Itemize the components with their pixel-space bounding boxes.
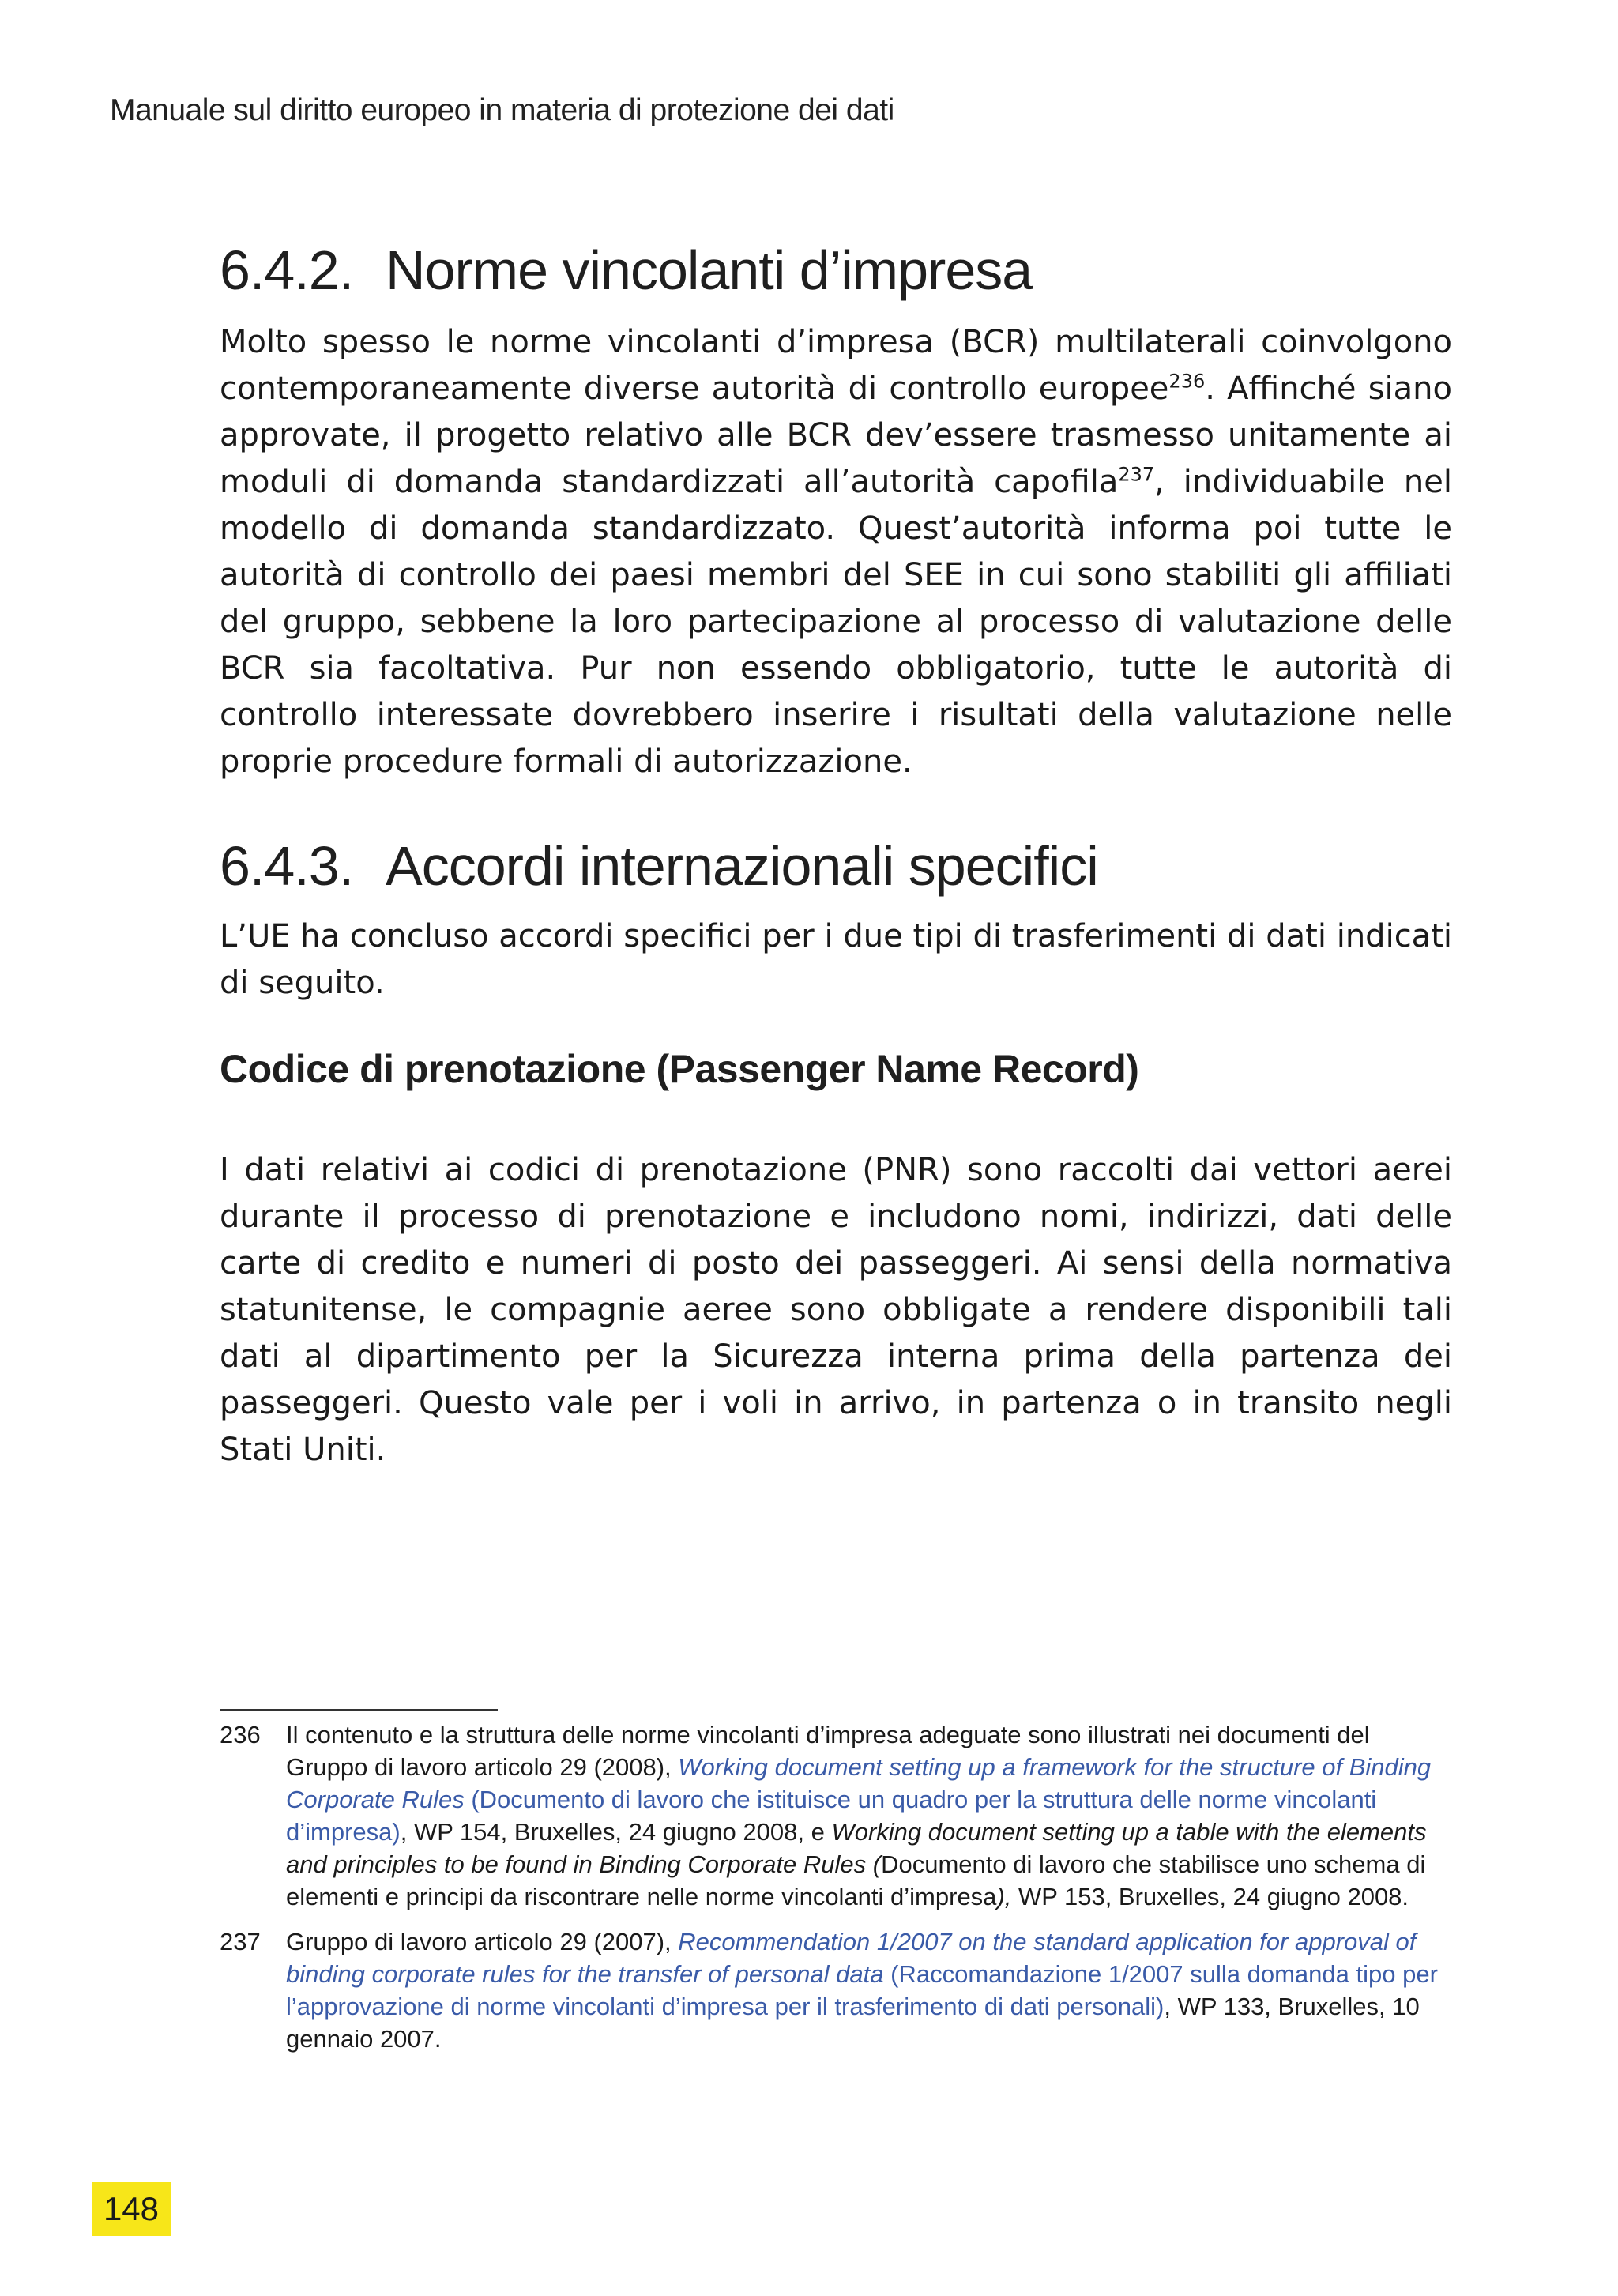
footnote-plain: , WP 133, Bruxelles, 10 gennaio 2007. [286,1993,1420,2053]
footnote-236 [220,1718,1452,1913]
footnote-plain: WP 153, Bruxelles, 24 giugno 2008. [1018,1883,1409,1910]
section-number: 6.4.2. [220,239,354,301]
section-title: Accordi internazionali specifici [386,835,1098,897]
pnr-paragraph: I dati relativi ai codici di prenotazione (PNR) sono raccolti dai vettori aerei durante il processo di prenotazione e includono nomi, indirizzi, dati delle carte di credito e numeri di posto dei passeggeri. Ai sensi della normativa statunitense, le compagnie aeree sono obbligate a rendere disponibili tali dati al dipartimento per la Sicurezza interna prima della partenza dei passeggeri. Questo vale per i voli in arrivo, in partenza o in transito negli Stati Uniti. [220,1152,1452,1468]
section-number: 6.4.3. [220,835,354,897]
footnote-italic-title: Working document setting up a table with the elements and principles to be found in Binding Corporate Rules ( [286,1818,1427,1878]
pnr-heading: Codice di prenotazione (Passenger Name Record) [220,1047,1139,1091]
footnote-plain: , WP 154, Bruxelles, 24 giugno 2008, e [400,1818,832,1846]
footnote-plain: Documento di lavoro che stabilisce uno schema di elementi e principi da riscontrare nelle norme vincolanti d’impresa [286,1850,1426,1910]
section-title: Norme vincolanti d’impresa [386,239,1033,301]
section-heading-6-4-2 [220,237,1452,303]
footnote-number: 236 [220,1721,261,1748]
footnote-link-translation[interactable]: (Raccomandazione 1/2007 sulla domanda tipo per l’approvazione di norme vincolanti d’impresa per il trasferimento di dati personali) [286,1960,1438,2020]
paragraph-text: Molto spesso le norme vincolanti d’impresa (BCR) multilaterali coinvolgono contemporaneamente diverse autorità di controllo europee [220,324,1452,407]
footnote-link-title[interactable]: Recommendation 1/2007 on the standard application for approval of binding corporate rules for the transfer of personal data [286,1928,1417,1988]
footnote-ref-237[interactable]: 237 [1118,463,1155,486]
footnote-divider [220,1709,498,1711]
footnote-link-title[interactable]: Working document setting up a framework for the structure of Binding Corporate Rules [286,1753,1432,1813]
paragraph-text: , individuabile nel modello di domanda standardizzato. Quest’autorità informa poi tutte le autorità di controllo dei paesi membri del SEE in cui sono stabiliti gli affiliati del gruppo, sebbene la loro partecipazione al processo di valutazione delle BCR sia facoltativa. Pur non essendo obbligatorio, tutte le autorità di controllo interessate dovrebbero inserire i risultati della valutazione nelle proprie procedure formali di autorizzazione. [220,464,1453,780]
section-heading-6-4-3 [220,833,1452,899]
agreements-paragraph: L’UE ha concluso accordi specifici per i due tipi di trasferimenti di dati indicati di seguito. [220,918,1452,1001]
bcr-paragraph [220,319,1452,785]
footnote-plain: Gruppo di lavoro articolo 29 (2007), [286,1928,679,1955]
main-content [220,237,1452,1474]
footnote-plain: Il contenuto e la struttura delle norme vincolanti d’impresa adeguate sono illustrati nei documenti del Gruppo di lavoro articolo 29 (2008), [286,1721,1370,1781]
running-header: Manuale sul diritto europeo in materia di protezione dei dati [110,93,894,127]
paragraph-text: . Affinché siano approvate, il progetto relativo alle BCR dev’essere trasmesso unitamente ai moduli di domanda standardizzati all’autorità capofila [220,371,1452,500]
footnote-text [286,1925,1452,2055]
footnote-italic: ), [996,1883,1018,1910]
page-number: 148 [92,2182,171,2236]
footnote-text [286,1718,1452,1913]
footnote-number: 237 [220,1928,261,1955]
footnotes [220,1718,1452,2068]
footnote-link-translation[interactable]: (Documento di lavoro che istituisce un quadro per la struttura delle norme vincolanti d’impresa) [286,1786,1377,1846]
footnote-ref-236[interactable]: 236 [1168,370,1206,393]
footnote-237 [220,1925,1452,2055]
